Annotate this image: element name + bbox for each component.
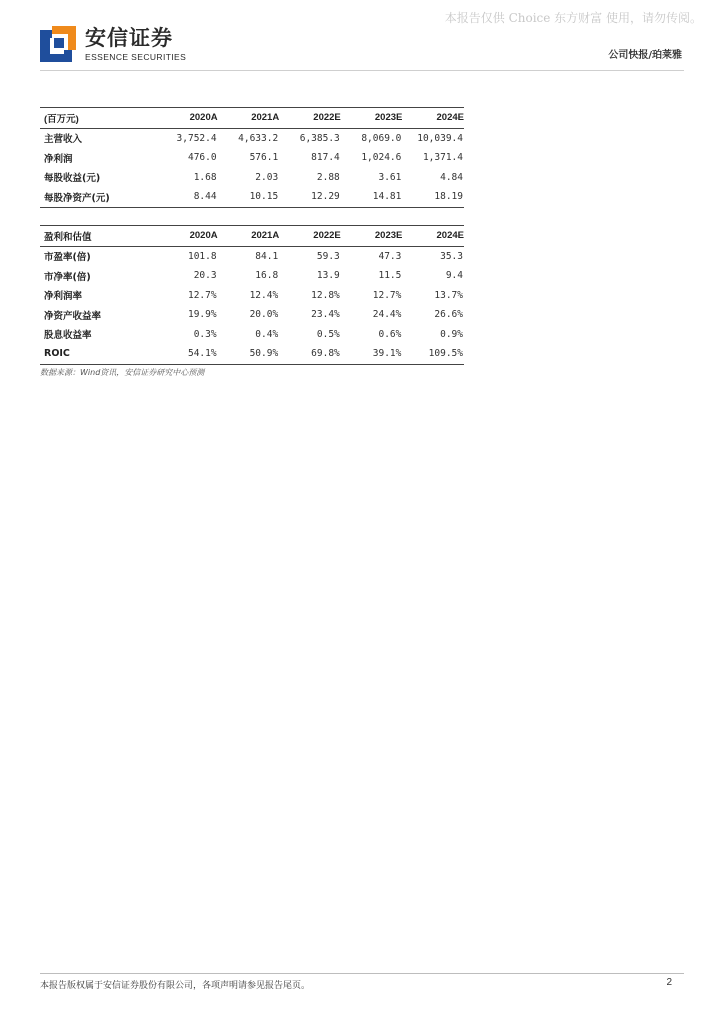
row-label: ROIC (44, 348, 70, 360)
table-cell: 12.8% (311, 289, 340, 301)
footer-divider (40, 973, 684, 974)
table-row (40, 246, 464, 266)
company-logo (40, 26, 186, 62)
column-header: 盈利和估值 (44, 231, 92, 243)
row-label: 主营收入 (44, 134, 83, 146)
table-row (40, 344, 464, 364)
table-cell: 19.9% (187, 309, 217, 321)
table-cell: 10.15 (249, 191, 279, 203)
table-cell: 10,039.4 (417, 132, 463, 144)
table-cell: 576.1 (249, 152, 279, 164)
table-cell: 20.0% (249, 309, 279, 321)
table-cell: 14.81 (372, 191, 402, 203)
table-cell: 2.03 (255, 171, 279, 183)
table-row (40, 148, 464, 168)
row-label: 每股净资产(元) (44, 192, 110, 204)
table-cell: 1,024.6 (361, 152, 402, 164)
copyright-disclaimer: 本报告版权属于安信证券股份有限公司，各项声明请参见报告尾页。 (40, 981, 311, 991)
table-row (40, 286, 464, 306)
table-cell: 26.6% (434, 309, 463, 321)
table-cell: 69.8% (311, 348, 340, 360)
table-cell: 16.8 (255, 270, 279, 282)
table-cell: 4.84 (440, 171, 463, 183)
table-cell: 24.4% (372, 309, 402, 321)
table-cell: 0.4% (255, 328, 279, 340)
logo-english-name: ESSENCE SECURITIES (85, 52, 187, 62)
table-cell: 35.3 (440, 250, 463, 262)
row-label: 市盈率(倍) (44, 252, 91, 264)
table-cell: 39.1% (372, 348, 402, 360)
table-cell: 12.7% (187, 289, 217, 301)
report-type-label: 公司快报/珀莱雅 (608, 50, 682, 61)
table-cell: 13.9 (316, 270, 340, 282)
table-cell: 1.68 (193, 171, 217, 183)
table-cell: 47.3 (378, 250, 402, 262)
column-header: 2020A (189, 230, 218, 242)
column-header: 2020A (189, 112, 218, 124)
table-cell: 8,069.0 (361, 132, 402, 144)
table-cell: 84.1 (255, 250, 279, 262)
watermark-text: 本报告仅供 Choice 东方财富 使用，请勿传阅。 (444, 11, 702, 25)
table-cell: 0.3% (193, 328, 217, 340)
table-cell: 50.9% (249, 348, 279, 360)
page-number: 2 (666, 977, 672, 988)
table-cell: 59.3 (316, 250, 340, 262)
table-cell: 3.61 (378, 171, 402, 183)
table-cell: 476.0 (187, 152, 217, 164)
table-row (40, 266, 464, 286)
column-header: 2022E (313, 112, 341, 124)
table-cell: 1,371.4 (422, 152, 463, 164)
row-label: 市净率(倍) (44, 271, 91, 283)
table-cell: 12.7% (372, 289, 402, 301)
column-header: 2021A (251, 230, 280, 242)
column-header: 2024E (436, 112, 464, 124)
row-label: 每股收益(元) (44, 173, 101, 185)
financial-summary-table (40, 107, 464, 208)
column-header: (百万元) (44, 113, 79, 125)
column-header: 2022E (313, 230, 341, 242)
table-cell: 20.3 (193, 270, 217, 282)
logo-chinese-name: 安信证券 (85, 26, 173, 50)
table-cell: 8.44 (193, 191, 217, 203)
table-cell: 0.6% (378, 328, 402, 340)
row-label: 净利润 (44, 153, 73, 165)
table-cell: 23.4% (311, 309, 340, 321)
table-cell: 4,633.2 (238, 132, 279, 144)
table-header-row (40, 108, 464, 129)
table-cell: 0.5% (316, 328, 340, 340)
column-header: 2021A (251, 112, 280, 124)
row-label: 净利润率 (44, 291, 83, 303)
table-cell: 11.5 (378, 270, 402, 282)
table-cell: 18.19 (434, 191, 463, 203)
table-cell: 12.29 (311, 191, 340, 203)
table-row (40, 187, 464, 207)
table-header-row (40, 226, 464, 247)
table-cell: 12.4% (249, 289, 279, 301)
table-row (40, 168, 464, 188)
table-cell: 9.4 (445, 270, 463, 282)
table-cell: 817.4 (311, 152, 340, 164)
table-cell: 54.1% (187, 348, 217, 360)
essence-logo-icon (40, 26, 76, 62)
column-header: 2024E (436, 230, 464, 242)
table-row (40, 128, 464, 148)
table-cell: 0.9% (440, 328, 463, 340)
column-header: 2023E (374, 230, 403, 242)
table-cell: 2.88 (316, 171, 340, 183)
table-cell: 13.7% (434, 289, 463, 301)
row-label: 净资产收益率 (44, 310, 102, 322)
table-row (40, 305, 464, 325)
table-cell: 101.8 (187, 250, 217, 262)
data-source-note: 数据来源：Wind资讯，安信证券研究中心预测 (40, 368, 205, 377)
column-header: 2023E (374, 112, 403, 124)
valuation-table (40, 225, 464, 365)
table-row (40, 325, 464, 345)
row-label: 股息收益率 (44, 330, 92, 342)
header-divider (40, 70, 684, 71)
table-cell: 3,752.4 (176, 132, 217, 144)
table-cell: 6,385.3 (299, 132, 340, 144)
table-cell: 109.5% (428, 348, 463, 360)
